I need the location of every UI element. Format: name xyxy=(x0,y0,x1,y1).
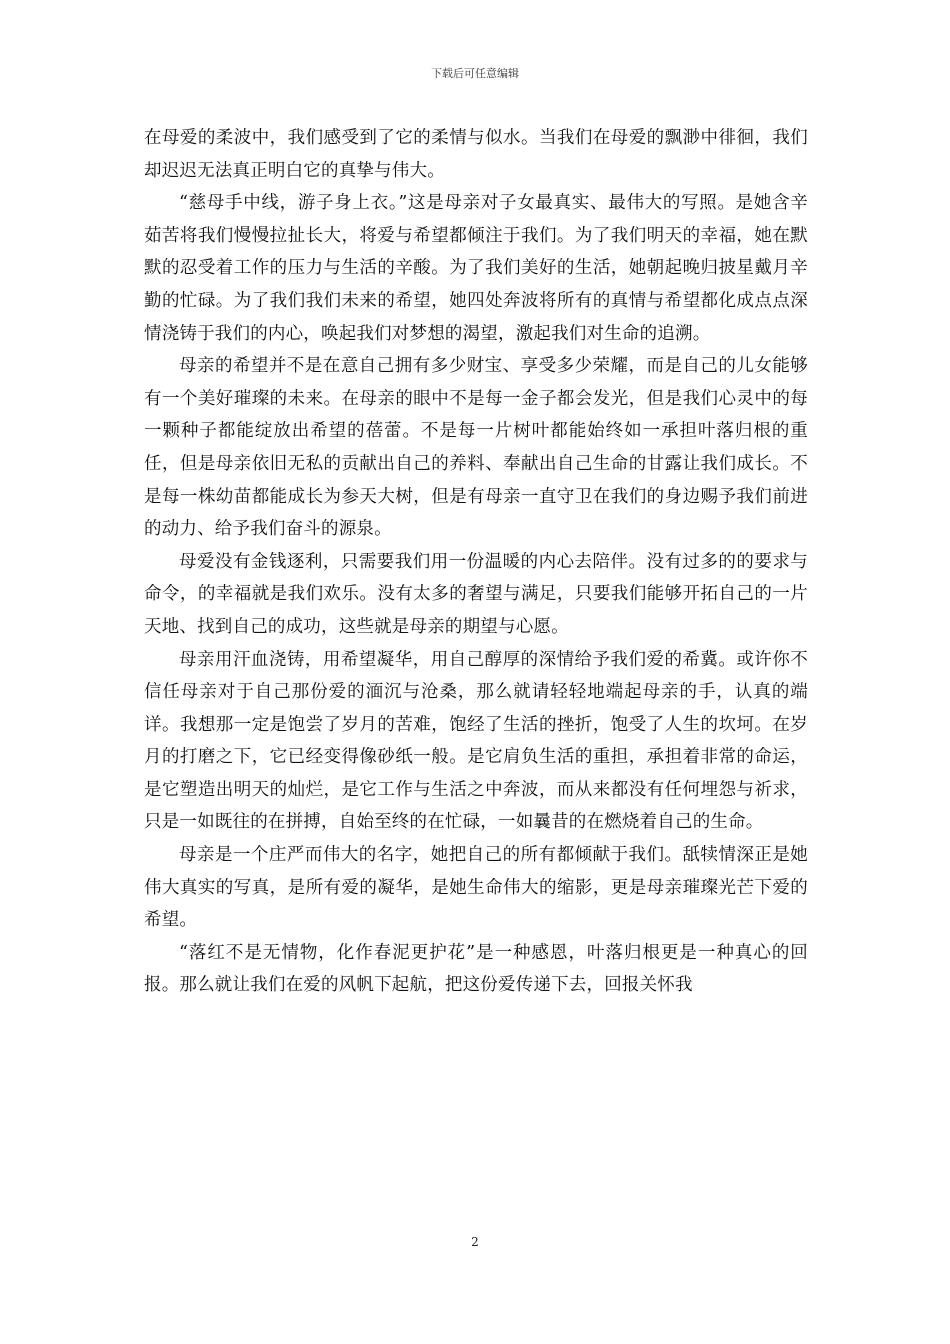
document-body xyxy=(144,122,808,1002)
paragraph-4: 母爱没有金钱逐利，只需要我们用一份温暖的内心去陪伴。没有过多的的要求与命令，的幸福就是我们欢乐。没有太多的奢望与满足，只要我们能够开拓自己的一片天地、找到自己的成功，这些就是母亲的期望与心愿。 xyxy=(144,551,808,637)
paragraph-5: 母亲用汗血浇铸，用希望凝华，用自己醇厚的深情给予我们爱的希冀。或许你不信任母亲对于自己那份爱的湎沉与沧桑，那么就请轻轻地端起母亲的手，认真的端详。我想那一定是饱尝了岁月的苦难，饱经了生活的挫折，饱受了人生的坎坷。在岁月的打磨之下，它已经变得像砂纸一般。是它肩负生活的重担，承担着非常的命运，是它塑造出明天的灿烂，是它工作与生活之中奔波，而从来都没有任何埋怨与祈求，只是一如既往的在拼搏，自始至终的在忙碌，一如曩昔的在燃烧着自己的生命。 xyxy=(144,649,808,833)
paragraph-3: 母亲的希望并不是在意自己拥有多少财宝、享受多少荣耀，而是自己的儿女能够有一个美好璀璨的未来。在母亲的眼中不是每一金子都会发光，但是我们心灵中的每一颗种子都能绽放出希望的蓓蕾。不是每一片树叶都能始终如一承担叶落归根的重任，但是母亲依旧无私的贡献出自己的养料、奉献出自己生命的甘露让我们成长。不是每一株幼苗都能成长为参天大树，但是有母亲一直守卫在我们的身边赐予我们前进的动力、给予我们奋斗的源泉。 xyxy=(144,356,808,540)
paragraph-6: 母亲是一个庄严而伟大的名字，她把自己的所有都倾献于我们。舐犊情深正是她伟大真实的写真，是所有爱的凝华，是她生命伟大的缩影，更是母亲璀璨光芒下爱的希望。 xyxy=(144,845,808,931)
paragraph-7: “落红不是无情物，化作春泥更护花”是一种感恩，叶落归根更是一种真心的回报。那么就让我们在爱的风帆下起航，把这份爱传递下去，回报关怀我 xyxy=(144,942,808,996)
page-header: 下载后可任意编辑 xyxy=(431,67,519,80)
paragraph-2: “慈母手中线，游子身上衣。”这是母亲对子女最真实、最伟大的写照。是她含辛茹苦将我们慢慢拉扯长大，将爱与希望都倾注于我们。为了我们明天的幸福，她在默默的忍受着工作的压力与生活的辛酸。为了我们美好的生活，她朝起晚归披星戴月辛勤的忙碌。为了我们我们未来的希望，她四处奔波将所有的真情与希望都化成点点深情浇铸于我们的内心，唤起我们对梦想的渴望，激起我们对生命的追溯。 xyxy=(144,193,808,344)
page-number: 2 xyxy=(471,1235,479,1249)
paragraph-1: 在母爱的柔波中，我们感受到了它的柔情与似水。当我们在母爱的飘渺中徘徊，我们却迟迟无法真正明白它的真挚与伟大。 xyxy=(144,128,808,181)
